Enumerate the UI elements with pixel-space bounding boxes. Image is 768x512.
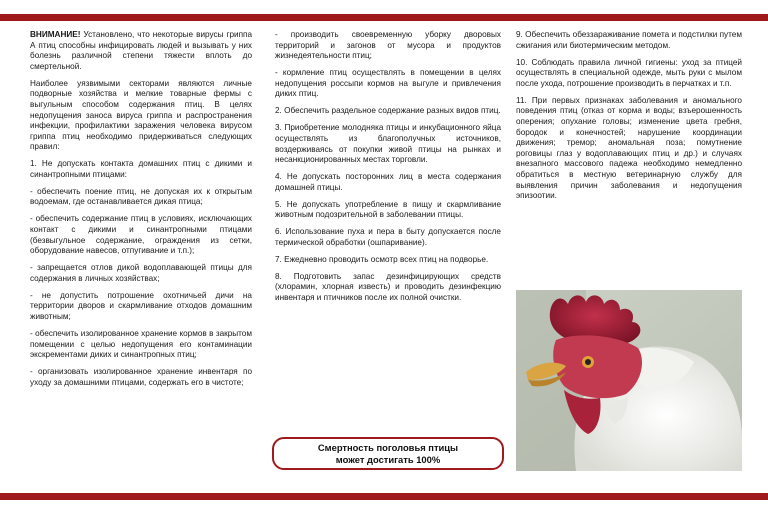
- rule-1-item: - не допустить потрошение охотничьей дичи на территории дворов и скармливание отходов домашним животным;: [30, 290, 252, 321]
- rule-1-item: - запрещается отлов дикой водоплавающей птицы для содержания в личных хозяйствах;: [30, 263, 252, 283]
- intro-paragraph: Наиболее уязвимыми секторами являются личные подворные хозяйства и мелкие товарные фермы с выгульным способом содержания птиц. В целях недопущения заноса вируса гриппа и распространения инфекции, профилактики заражения человека вирусом гриппа птиц необходимо придерживаться следующих правил:: [30, 78, 252, 152]
- callout-line-1: Смертность поголовья птицы: [317, 442, 459, 453]
- chicken-illustration: [516, 290, 742, 471]
- column-right: [516, 30, 742, 208]
- rule-1-item: - производить своевременную уборку дворовых территорий и загонов от мусора и продуктов жизнедеятельности птиц;: [275, 30, 501, 61]
- rule-10: 10. Соблюдать правила личной гигиены: уход за птицей осуществлять в специальной одежде, мыть руки с мылом после ухода, потрошение производить в перчатках и т.п.: [516, 57, 742, 88]
- warning-label: ВНИМАНИЕ!: [30, 30, 81, 39]
- rule-1-item: - организовать изолированное хранение инвентаря по уходу за домашними птицами, содержать его в чистоте;: [30, 367, 252, 387]
- rule-3: 3. Приобретение молодняка птицы и инкубационного яйца осуществлять из благополучных источников, воздерживаясь от покупки живой птицы на рынках и несанкционированных местах торговли.: [275, 123, 501, 165]
- rule-5: 5. Не допускать употребление в пищу и скармливание животным подозрительной в заболевании птицы.: [275, 199, 501, 220]
- chicken-photo: [516, 290, 742, 471]
- rule-8: 8. Подготовить запас дезинфицирующих средств (хлорамин, хлорная известь) и проводить дезинфекцию инвентаря и птичников после их полной очистки.: [275, 271, 501, 302]
- warning-paragraph: [30, 30, 252, 72]
- mortality-callout-box: [272, 437, 504, 470]
- rule-11: 11. При первых признаках заболевания и аномального поведения птиц (отказ от корма и воды; взъерошенность оперения; опухание головы; изменение цвета гребня, бородок и конечностей; нарушение координации движения; тремор; аномальная поза; помутнение роговицы глаз у водоплавающих птиц и др.) и случаях внезапного массового падежа необходимо немедленно обратиться в местную ветеринарную службу для выявления причин заболевания и недопущения эпизоотии.: [516, 95, 742, 201]
- rule-6: 6. Использование пуха и пера в быту допускается после термической обработки (ошпаривание).: [275, 227, 501, 247]
- rule-2: 2. Обеспечить раздельное содержание разных видов птиц.: [275, 106, 501, 116]
- rule-9: 9. Обеспечить обеззараживание помета и подстилки путем сжигания или биотермическим методом.: [516, 30, 742, 50]
- rule-4: 4. Не допускать посторонних лиц в места содержания домашней птицы.: [275, 172, 501, 192]
- warning-text: Установлено, что некоторые вирусы гриппа А птиц способны инфицировать людей и вызывать у них болезнь различной степени тяжести вплоть до смертельной.: [30, 30, 252, 71]
- bottom-border-bar: [0, 493, 768, 500]
- column-middle: [275, 30, 501, 310]
- rule-7: 7. Ежедневно проводить осмотр всех птиц на подворье.: [275, 254, 489, 264]
- column-left: [30, 30, 252, 395]
- top-border-bar: [0, 14, 768, 21]
- rule-1-item: - кормление птиц осуществлять в помещении в целях недопущения россыпи кормов на выгуле и привлечения диких птиц.: [275, 68, 501, 99]
- rule-1-item: - обеспечить содержание птиц в условиях, исключающих контакт с дикими и синантропными птицами (безвыгульное содержание, ограждения из сетки, оборудование навесов, отпугивание и т.п.);: [30, 214, 252, 256]
- rule-1-item: - обеспечить изолированное хранение кормов в закрытом помещении с целью недопущения его контаминации экскрементами диких и синантропных птиц;: [30, 328, 252, 360]
- rule-1: 1. Не допускать контакта домашних птиц с дикими и синантропными птицами:: [30, 159, 252, 179]
- callout-line-2: может достигать 100%: [335, 454, 441, 465]
- rule-1-item: - обеспечить поение птиц, не допуская их к открытым водоемам, где останавливается дикая птица;: [30, 186, 252, 207]
